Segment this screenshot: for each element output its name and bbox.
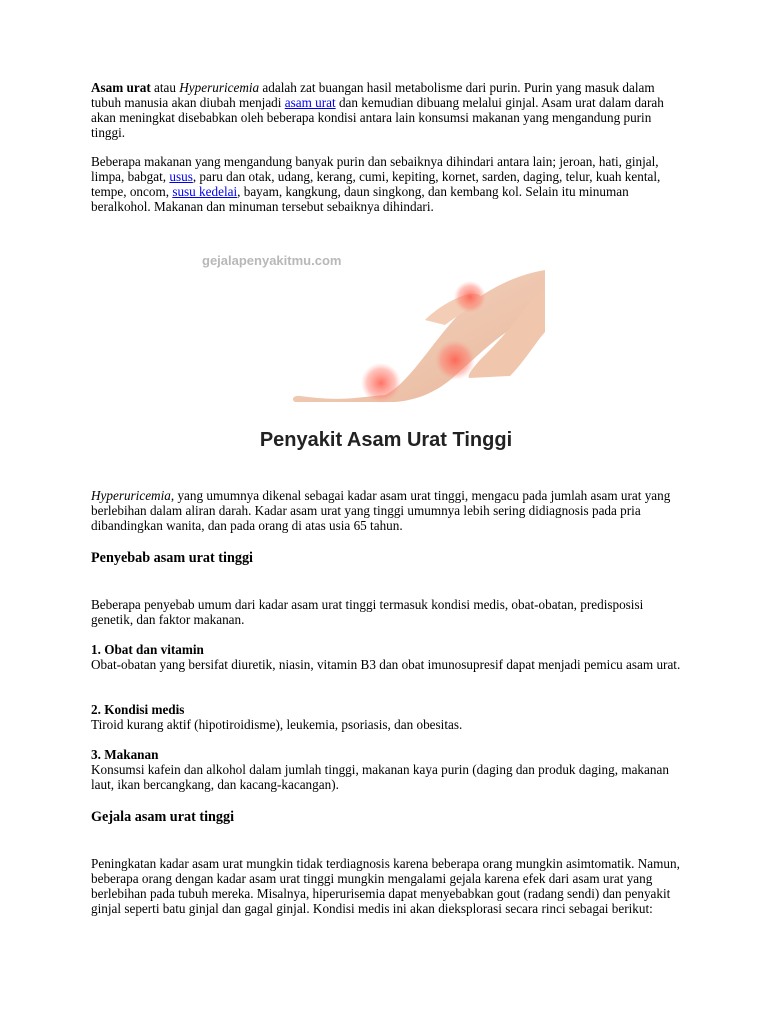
causes-intro: Beberapa penyebab umum dari kadar asam urat tinggi termasuk kondisi medis, obat-obatan, predisposisi genetik, dan faktor makanan. — [91, 597, 644, 627]
hyper-italic-term: Hyperuricemia — [91, 488, 171, 503]
intro-paragraph — [91, 80, 681, 140]
asam-urat-link[interactable]: asam urat — [284, 95, 336, 110]
ankle-pain-marker — [435, 340, 475, 380]
intro-text-2: adalah zat buangan hasil metabolisme dari purin. Purin yang masuk dalam tubuh manusia akan diubah menjadi — [91, 80, 655, 110]
hyper-text: , yang umumnya dikenal sebagai kadar asam urat tinggi, mengacu pada jumlah asam urat yang berlebihan dalam aliran darah. Kadar asam urat yang tinggi umumnya lebih sering didiagnosis pada pria dibandingkan wanita, dan pada orang di atas usia 65 tahun. — [91, 488, 671, 533]
foods-text-1: Beberapa makanan yang mengandung banyak purin dan sebaiknya dihindari antara lain; jeroan, hati, ginjal, limpa, babgat, — [91, 154, 659, 184]
symptoms-paragraph: Peningkatan kadar asam urat mungkin tidak terdiagnosis karena beberapa orang mungkin asimtomatik. Namun, beberapa orang dengan kadar asam urat tinggi mungkin mengalami gejala karena efek dari asam urat yang berlebihan pada tubuh mereka. Misalnya, hiperurisemia dapat menyebabkan gout (radang sendi) dan penyakit ginjal seperti batu ginjal dan gagal ginjal. Kondisi medis ini akan dieksplorasi secara rinci sebagai berikut: — [91, 856, 680, 916]
legs-illustration — [202, 250, 545, 414]
intro-bold-term: Asam urat — [91, 80, 151, 95]
foods-paragraph — [91, 154, 681, 214]
watermark-text: gejalapenyakitmu.com — [202, 253, 342, 268]
intro-text-3: dan kemudian dibuang melalui ginjal. Asam urat dalam darah akan meningkat disebabkan oleh beberapa kondisi antara lain konsumsi makanan yang mengandung purin tinggi. — [91, 95, 664, 140]
foods-text-2: , paru dan otak, udang, kerang, cumi, kepiting, kornet, sarden, daging, telur, kuah kental, tempe, oncom, — [91, 169, 661, 199]
cause-item-title: 3. Makanan — [91, 747, 159, 762]
cause-item-2 — [91, 702, 681, 732]
intro-italic-term: Hyperuricemia — [179, 80, 260, 95]
figure-caption: Penyakit Asam Urat Tinggi — [259, 429, 513, 451]
cause-item-title: 1. Obat dan vitamin — [91, 642, 204, 657]
cause-item-text: Tiroid kurang aktif (hipotiroidisme), leukemia, psoriasis, dan obesitas. — [91, 717, 463, 732]
hyperuricemia-paragraph — [91, 488, 681, 533]
cause-item-1 — [91, 642, 681, 672]
foot-pain-marker — [361, 363, 401, 403]
susu-kedelai-link[interactable]: susu kedelai — [172, 184, 238, 199]
symptoms-heading: Gejala asam urat tinggi — [91, 809, 235, 825]
cause-item-title: 2. Kondisi medis — [91, 702, 185, 717]
intro-text-1: atau — [150, 80, 180, 95]
legs-image — [202, 250, 545, 414]
knee-pain-marker — [454, 281, 486, 313]
cause-item-3 — [91, 747, 681, 792]
cause-item-text: Konsumsi kafein dan alkohol dalam jumlah tinggi, makanan kaya purin (daging dan produk daging, makanan laut, ikan bercangkang, dan kacang-kacangan). — [91, 762, 669, 792]
causes-heading: Penyebab asam urat tinggi — [91, 550, 253, 566]
usus-link[interactable]: usus — [169, 169, 193, 184]
cause-item-text: Obat-obatan yang bersifat diuretik, niasin, vitamin B3 dan obat imunosupresif dapat menjadi pemicu asam urat. — [91, 657, 681, 672]
foods-text-3: , bayam, kangkung, daun singkong, dan kembang kol. Selain itu minuman beralkohol. Makanan dan minuman tersebut sebaiknya dihindari. — [91, 184, 629, 214]
